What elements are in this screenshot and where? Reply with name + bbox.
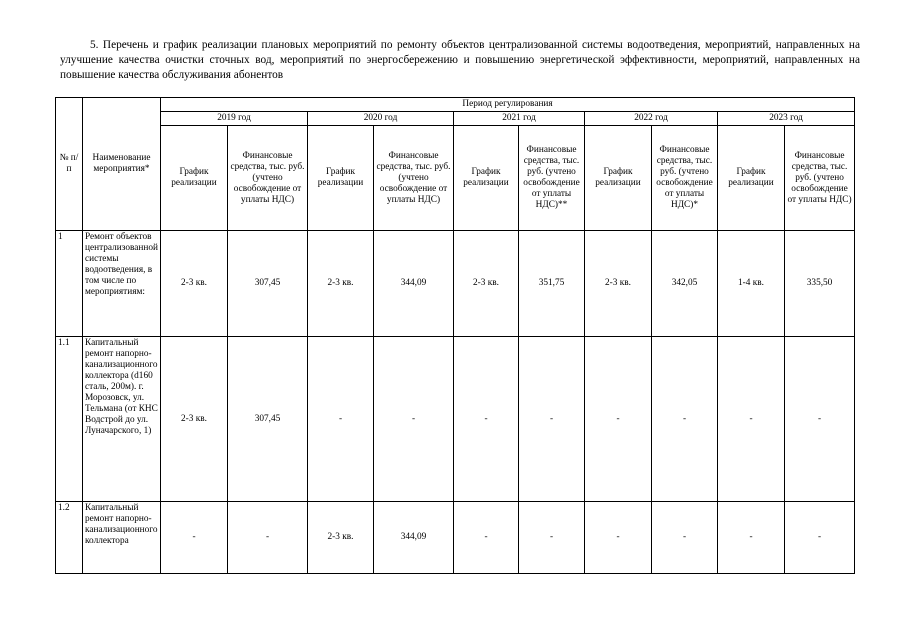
table-cell: 307,45 bbox=[228, 337, 308, 502]
header-num: № п/п bbox=[56, 98, 83, 231]
row-num: 1.2 bbox=[56, 502, 83, 574]
row-name: Капитальный ремонт напорно-канализационного коллектора bbox=[83, 502, 161, 574]
table-cell: 342,05 bbox=[652, 231, 718, 337]
table-row bbox=[56, 231, 855, 337]
table-cell: 335,50 bbox=[785, 231, 855, 337]
row-num: 1 bbox=[56, 231, 83, 337]
intro-text: 5. Перечень и график реализации плановых мероприятий по ремонту объектов централизованной системы водоотведения, мероприятий, направленных на улучшение качества очистки сточных вод, мероприятий по энергосбережению и повышению энергетической эффективности, мероприятий, направленных на повышение качества обслуживания абонентов bbox=[60, 39, 860, 81]
table-cell: 344,09 bbox=[374, 231, 454, 337]
header-schedule: График реализации bbox=[718, 126, 785, 231]
header-year-2019: 2019 год bbox=[161, 112, 308, 126]
row-name: Капитальный ремонт напорно-канализационного коллектора (d160 сталь, 200м). г. Морозовск, ул. Тельмана (от КНС Водстрой до ул. Луначарского, 1) bbox=[83, 337, 161, 502]
header-finance: Финансовые средства, тыс. руб. (учтено освобождение от уплаты НДС) bbox=[228, 126, 308, 231]
header-year-2020: 2020 год bbox=[308, 112, 454, 126]
table-cell: - bbox=[454, 337, 519, 502]
table-cell: 2-3 кв. bbox=[454, 231, 519, 337]
header-finance: Финансовые средства, тыс. руб. (учтено освобождение от уплаты НДС) bbox=[785, 126, 855, 231]
table-cell: 2-3 кв. bbox=[585, 231, 652, 337]
header-schedule: График реализации bbox=[454, 126, 519, 231]
header-year-2023: 2023 год bbox=[718, 112, 855, 126]
table-cell: - bbox=[454, 502, 519, 574]
table-cell: - bbox=[519, 502, 585, 574]
table-cell: - bbox=[785, 502, 855, 574]
table-cell: 351,75 bbox=[519, 231, 585, 337]
header-period: Период регулирования bbox=[161, 98, 855, 112]
header-finance: Финансовые средства, тыс. руб. (учтено освобождение от уплаты НДС)** bbox=[519, 126, 585, 231]
header-year-2022: 2022 год bbox=[585, 112, 718, 126]
table-cell: 344,09 bbox=[374, 502, 454, 574]
header-schedule: График реализации bbox=[585, 126, 652, 231]
table-cell: 2-3 кв. bbox=[308, 502, 374, 574]
header-finance: Финансовые средства, тыс. руб. (учтено освобождение от уплаты НДС)* bbox=[652, 126, 718, 231]
table-cell: 2-3 кв. bbox=[161, 231, 228, 337]
activities-table bbox=[55, 97, 855, 574]
header-finance: Финансовые средства, тыс. руб. (учтено освобождение от уплаты НДС) bbox=[374, 126, 454, 231]
table-cell: - bbox=[585, 502, 652, 574]
table-row bbox=[56, 337, 855, 502]
table-cell: - bbox=[519, 337, 585, 502]
table-cell: - bbox=[585, 337, 652, 502]
table-cell: - bbox=[652, 337, 718, 502]
table-cell: 2-3 кв. bbox=[161, 337, 228, 502]
header-schedule: График реализации bbox=[308, 126, 374, 231]
header-schedule: График реализации bbox=[161, 126, 228, 231]
table-row bbox=[56, 502, 855, 574]
table-cell: - bbox=[785, 337, 855, 502]
table-cell: - bbox=[718, 337, 785, 502]
table-cell: 2-3 кв. bbox=[308, 231, 374, 337]
table-cell: - bbox=[652, 502, 718, 574]
table-cell: 1-4 кв. bbox=[718, 231, 785, 337]
row-name: Ремонт объектов централизованной системы водоотведения, в том числе по мероприятиям: bbox=[83, 231, 161, 337]
row-num: 1.1 bbox=[56, 337, 83, 502]
table-cell: - bbox=[308, 337, 374, 502]
header-name: Наименование мероприятия* bbox=[83, 98, 161, 231]
table-cell: 307,45 bbox=[228, 231, 308, 337]
table-cell: - bbox=[161, 502, 228, 574]
table-cell: - bbox=[718, 502, 785, 574]
table-cell: - bbox=[228, 502, 308, 574]
header-year-2021: 2021 год bbox=[454, 112, 585, 126]
table-cell: - bbox=[374, 337, 454, 502]
intro-paragraph bbox=[60, 38, 860, 82]
